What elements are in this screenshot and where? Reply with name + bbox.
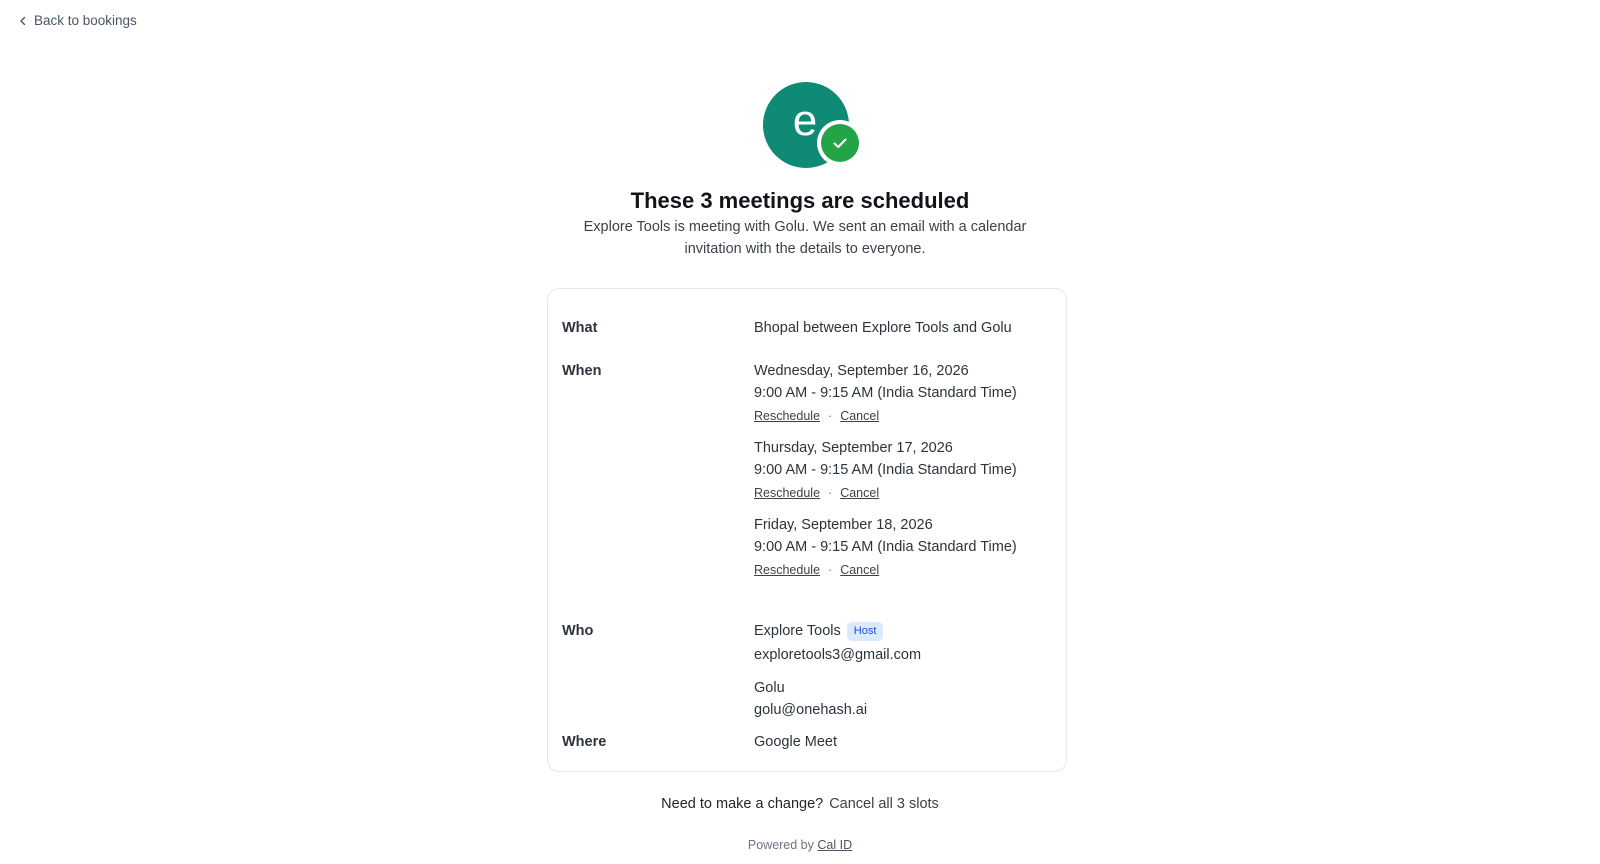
- page-title: These 3 meetings are scheduled: [630, 188, 970, 213]
- cancel-all-button[interactable]: Cancel all 3 slots: [829, 796, 939, 812]
- host-name-row: [754, 620, 883, 642]
- when-label: When: [562, 363, 602, 379]
- brand-link[interactable]: Cal ID: [817, 838, 853, 852]
- meeting-actions: [754, 409, 879, 423]
- what-value: Bhopal between Explore Tools and Golu: [754, 320, 1012, 336]
- meeting-time: 9:00 AM - 9:15 AM (India Standard Time): [754, 539, 1017, 555]
- guest-email: golu@onehash.ai: [754, 702, 868, 718]
- meeting-time: 9:00 AM - 9:15 AM (India Standard Time): [754, 385, 1017, 401]
- reschedule-link[interactable]: Reschedule: [754, 486, 821, 500]
- what-label: What: [562, 320, 598, 336]
- change-question: Need to make a change?: [661, 796, 824, 812]
- page-subtitle: Explore Tools is meeting with Golu. We sent an email with a calendar invitation with the details to everyone.: [583, 219, 1027, 257]
- organizer-avatar-group: [763, 82, 859, 168]
- back-to-bookings-link[interactable]: [18, 13, 137, 28]
- meeting-date: Thursday, September 17, 2026: [754, 440, 953, 456]
- meeting-time: 9:00 AM - 9:15 AM (India Standard Time): [754, 462, 1017, 478]
- cancel-link[interactable]: Cancel: [840, 409, 880, 423]
- meeting-actions: [754, 563, 879, 577]
- powered-by-label: Powered by: [747, 838, 814, 852]
- powered-by: [0, 838, 1600, 852]
- separator-dot: ·: [828, 409, 833, 423]
- host-name: Explore Tools: [754, 623, 841, 639]
- where-label: Where: [562, 734, 607, 750]
- chevron-left-icon: [18, 16, 28, 26]
- cancel-link[interactable]: Cancel: [840, 563, 880, 577]
- where-value: Google Meet: [754, 734, 838, 750]
- meeting-date: Friday, September 18, 2026: [754, 517, 933, 533]
- host-email: exploretools3@gmail.com: [754, 647, 922, 663]
- meeting-actions: [754, 486, 879, 500]
- check-circle-icon: [821, 124, 859, 162]
- separator-dot: ·: [828, 563, 833, 577]
- reschedule-link[interactable]: Reschedule: [754, 409, 821, 423]
- change-row: [0, 796, 1600, 812]
- cancel-link[interactable]: Cancel: [840, 486, 880, 500]
- check-badge: [817, 120, 863, 166]
- back-to-bookings-label: Back to bookings: [34, 13, 137, 28]
- guest-name: Golu: [754, 680, 785, 696]
- who-label: Who: [562, 623, 594, 639]
- avatar-letter: e: [792, 96, 818, 145]
- reschedule-link[interactable]: Reschedule: [754, 563, 821, 577]
- separator-dot: ·: [828, 486, 833, 500]
- meeting-date: Wednesday, September 16, 2026: [754, 363, 969, 379]
- host-badge: Host: [847, 622, 884, 641]
- booking-details-card: [547, 288, 1067, 772]
